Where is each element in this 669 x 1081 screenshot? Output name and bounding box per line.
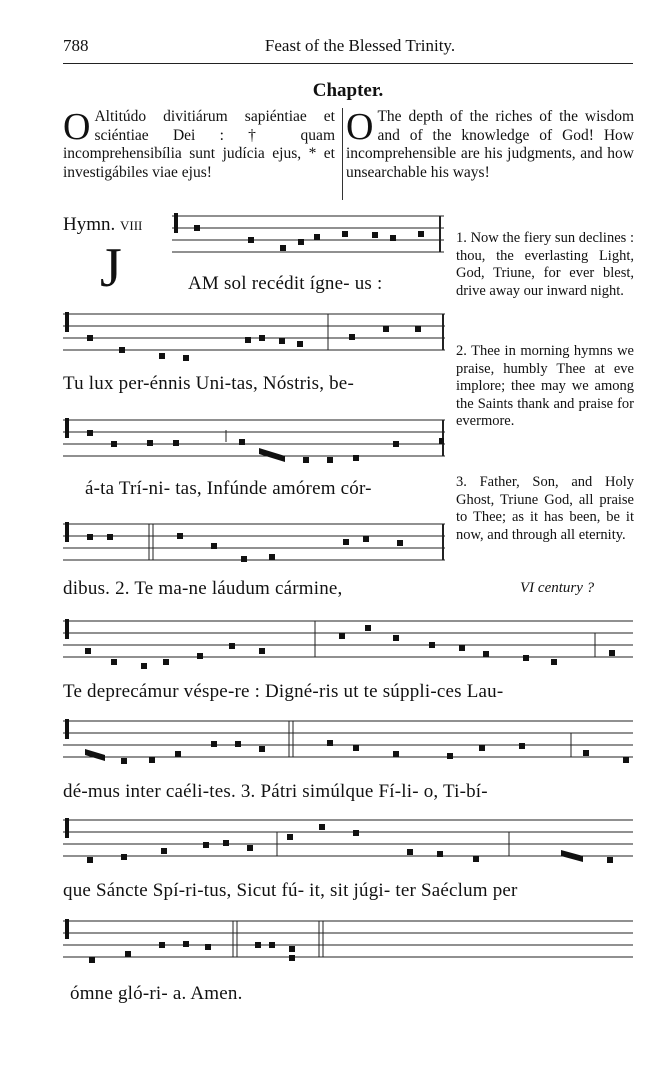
- staff-8: [63, 913, 635, 973]
- century-note: VI century ?: [520, 580, 595, 596]
- lyric-line-6: dé-mus inter caéli-tes. 3. Pátri simúlque Fí-li- o, Ti-bí-: [63, 781, 488, 802]
- chapter-heading: Chapter.: [312, 80, 384, 101]
- translation-verse-3: 3. Father, Son, and Holy Ghost, Triune God, all praise to Thee; as it has been, be it now, and through all eternity.: [456, 474, 634, 543]
- c-clef: [174, 213, 178, 233]
- page-number: 788: [63, 36, 89, 55]
- translation-verse-2: 2. Thee in morning hymns we praise, humbly Thee at eve implore; thee may we among the Saints thank and praise for evermore.: [456, 343, 634, 429]
- hymn-initial: J: [100, 237, 122, 299]
- lyric-line-2: Tu lux per-énnis Uni-tas, Nóstris, be-: [63, 373, 354, 394]
- staff-6: [63, 713, 635, 773]
- lyric-line-3: á-ta Trí-ni- tas, Infúnde amórem cór-: [85, 478, 372, 499]
- translation-verse-1: 1. Now the fiery sun declines : thou, the everlasting Light, God, Triune, for ever blest, drive away our inward night.: [456, 230, 634, 299]
- staff-3: [63, 412, 451, 470]
- hymn-mode: VIII: [120, 218, 143, 233]
- english-initial: O: [346, 106, 374, 148]
- running-title: Feast of the Blessed Trinity.: [264, 36, 456, 55]
- header-rule: [63, 63, 633, 64]
- staff-4: [63, 516, 451, 574]
- lyric-line-4: dibus. 2. Te ma-ne láudum cármine,: [63, 578, 343, 599]
- lyric-line-8: ómne gló-ri- a. Amen.: [70, 983, 243, 1004]
- lyric-line-5: Te deprecámur véspe-re : Digné-ris ut te súppli-ces Lau-: [63, 681, 504, 702]
- hymn-label: [63, 214, 142, 236]
- hymn-word: Hymn.: [63, 214, 116, 235]
- staff-5: [63, 613, 635, 673]
- column-divider: [342, 108, 343, 200]
- english-text: The depth of the riches of the wisdom and of the knowledge of God! How incomprehensible are his judgments, and how unsearchable his ways!: [346, 108, 634, 181]
- staff-7: [63, 812, 635, 872]
- staff-1: [172, 210, 450, 262]
- lyric-line-1: AM sol recédit ígne- us :: [188, 273, 383, 294]
- lyric-line-7: que Sáncte Spí-ri-tus, Sicut fú- it, sit júgi- ter Saéclum per: [63, 880, 518, 901]
- chapter-latin: [63, 108, 335, 182]
- latin-text: Altitúdo divitiárum sapiéntiae et sciéntiae Dei : † quam incomprehensibília sunt judícia ejus, * et investigábiles viae ejus!: [63, 108, 335, 181]
- latin-initial: O: [63, 106, 91, 148]
- chapter-english: [346, 108, 634, 182]
- staff-2: [63, 306, 451, 364]
